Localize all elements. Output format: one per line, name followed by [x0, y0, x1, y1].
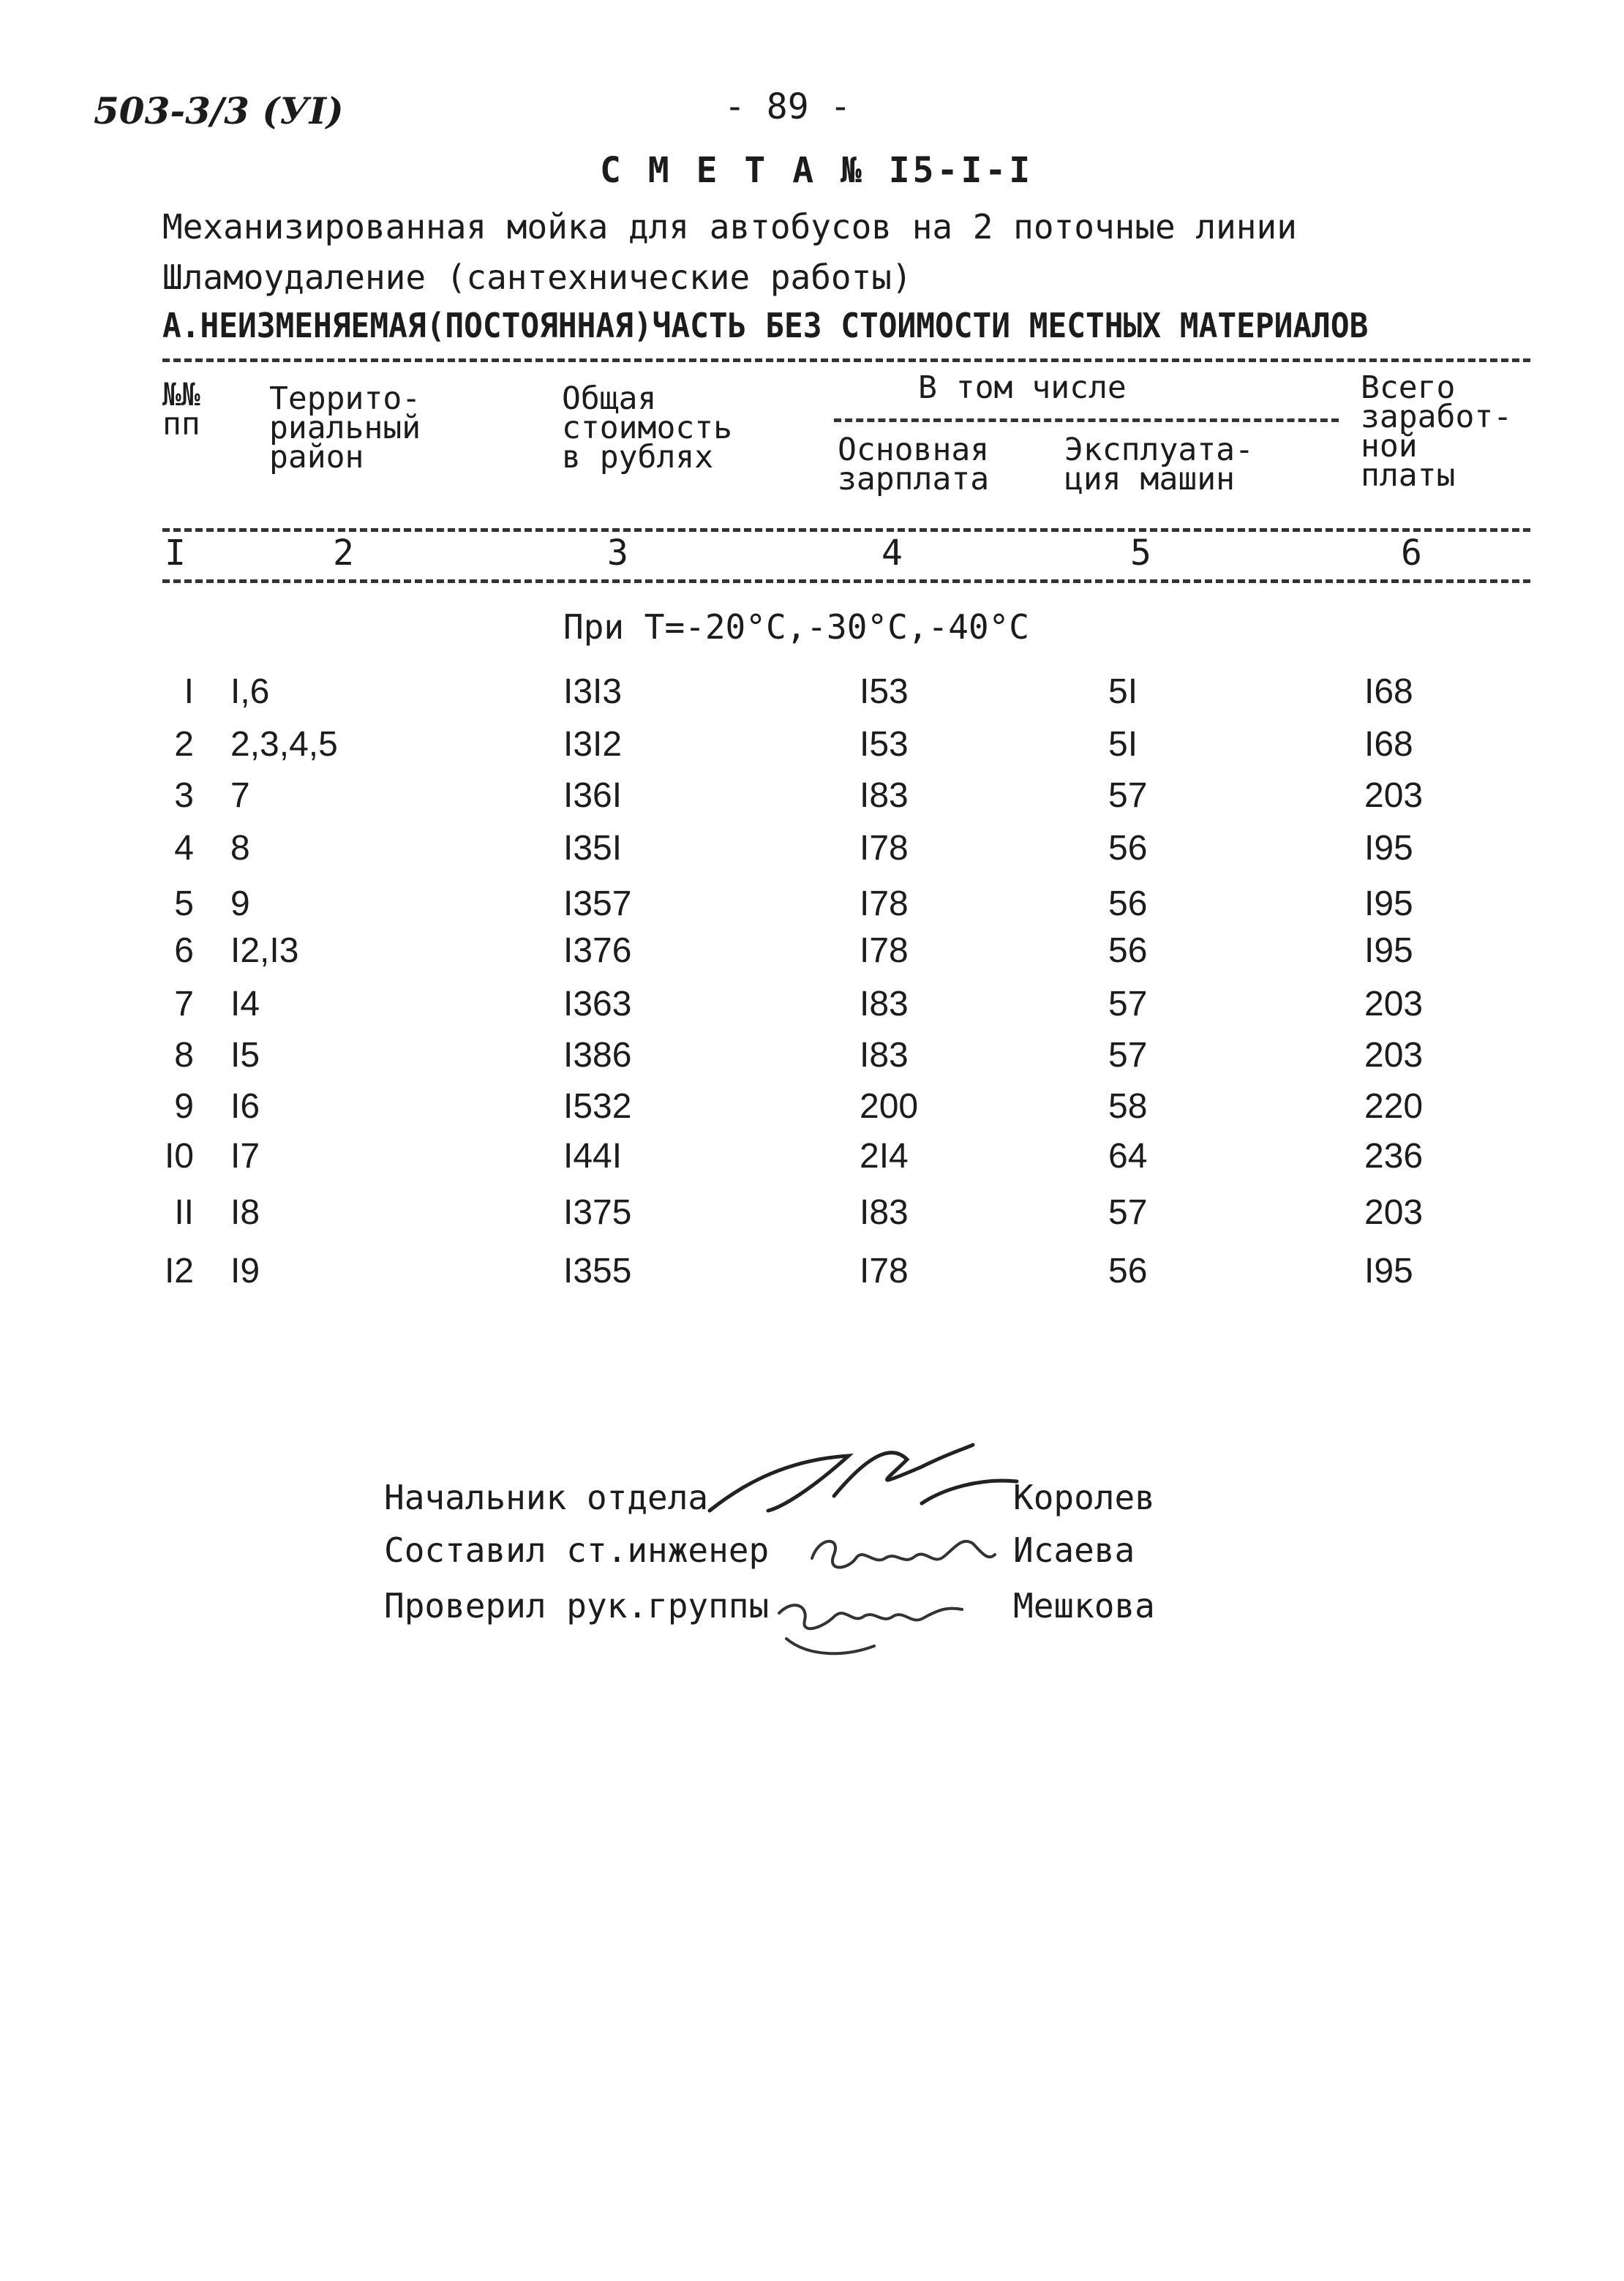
total-cost-cell: I376: [563, 931, 632, 970]
row-number: 9: [174, 1087, 194, 1126]
region-cell: 7: [230, 776, 250, 815]
machines-cell: 56: [1108, 1252, 1148, 1290]
page-number: - 89 -: [724, 86, 852, 127]
region-cell: I2,I3: [230, 931, 299, 970]
signature-name-group-lead: Мешкова: [1013, 1586, 1155, 1626]
wages-cell: 203: [1364, 1193, 1424, 1232]
salary-cell: I83: [860, 1036, 909, 1075]
machines-cell: 56: [1108, 884, 1148, 923]
region-cell: 2,3,4,5: [230, 725, 338, 764]
wages-cell: I95: [1364, 829, 1413, 868]
table-top-rule: [162, 358, 1530, 362]
wages-cell: 203: [1364, 776, 1424, 815]
section-heading: А.НЕИЗМЕНЯЕМАЯ(ПОСТОЯННАЯ)ЧАСТЬ БЕЗ СТОИМОСТИ МЕСТНЫХ МАТЕРИАЛОВ: [162, 306, 1369, 345]
header-row-number: №№ пп: [162, 377, 200, 443]
region-cell: I4: [230, 985, 260, 1023]
header-total-cost: Общая стоимость в рублях: [562, 380, 732, 476]
salary-cell: I78: [860, 829, 909, 868]
total-cost-cell: I375: [563, 1193, 632, 1232]
document-code: 503-3/3 (УI): [94, 89, 344, 132]
header-bottom-rule: [162, 528, 1530, 532]
wages-cell: 203: [1364, 1036, 1424, 1075]
wages-cell: I95: [1364, 884, 1413, 923]
salary-cell: I53: [860, 725, 909, 764]
region-cell: 9: [230, 884, 250, 923]
row-number: 7: [174, 985, 194, 1023]
salary-cell: I78: [860, 931, 909, 970]
row-number: 5: [174, 884, 194, 923]
signature-role-head: Начальник отдела: [384, 1478, 709, 1517]
handwritten-signature-engineer: [805, 1529, 1002, 1587]
total-cost-cell: I3I2: [563, 725, 623, 764]
machines-cell: 5I: [1108, 672, 1138, 711]
total-cost-cell: I355: [563, 1252, 632, 1290]
row-number: I0: [164, 1137, 194, 1176]
row-number: 3: [174, 776, 194, 815]
machines-cell: 58: [1108, 1087, 1148, 1126]
temperature-condition: При Т=-20°С,-30°С,-40°С: [563, 607, 1029, 647]
signature-role-engineer: Составил ст.инженер: [384, 1530, 770, 1570]
total-cost-cell: I357: [563, 884, 632, 923]
row-number: 8: [174, 1036, 194, 1075]
wages-cell: I68: [1364, 725, 1413, 764]
row-number: I2: [164, 1252, 194, 1290]
row-number: 6: [174, 931, 194, 970]
header-region: Террито- риальный район: [269, 380, 421, 476]
machines-cell: 56: [1108, 829, 1148, 868]
machines-cell: 57: [1108, 776, 1148, 815]
wages-cell: I95: [1364, 931, 1413, 970]
total-cost-cell: I36I: [563, 776, 623, 815]
handwritten-signature-group-lead: [764, 1584, 984, 1664]
machines-cell: 64: [1108, 1137, 1148, 1176]
header-machine-operation: Эксплуата- ция машин: [1064, 432, 1254, 497]
including-rule: [834, 418, 1339, 422]
column-number: 5: [1130, 533, 1151, 574]
salary-cell: I78: [860, 884, 909, 923]
salary-cell: I83: [860, 776, 909, 815]
salary-cell: 2I4: [860, 1137, 909, 1176]
salary-cell: I53: [860, 672, 909, 711]
machines-cell: 56: [1108, 931, 1148, 970]
total-cost-cell: I44I: [563, 1137, 623, 1176]
wages-cell: 220: [1364, 1087, 1424, 1126]
region-cell: I6: [230, 1087, 260, 1126]
row-number: I: [184, 672, 194, 711]
column-number: I: [165, 533, 186, 574]
salary-cell: 200: [860, 1087, 919, 1126]
header-total-wages: Всего заработ- ной платы: [1361, 369, 1513, 494]
signature-name-head: Королев: [1013, 1478, 1155, 1517]
signature-name-engineer: Исаева: [1013, 1530, 1135, 1570]
object-description: Механизированная мойка для автобусов на 2 поточные линии: [162, 207, 1297, 247]
machines-cell: 57: [1108, 985, 1148, 1023]
handwritten-signature-head: [702, 1438, 1024, 1525]
total-cost-cell: I532: [563, 1087, 632, 1126]
row-number: 4: [174, 829, 194, 868]
row-number: 2: [174, 725, 194, 764]
signature-role-group-lead: Проверил рук.группы: [384, 1586, 770, 1626]
total-cost-cell: I386: [563, 1036, 632, 1075]
column-number: 3: [607, 533, 628, 574]
region-cell: I9: [230, 1252, 260, 1290]
column-number: 6: [1401, 533, 1422, 574]
region-cell: I,6: [230, 672, 270, 711]
region-cell: I7: [230, 1137, 260, 1176]
region-cell: 8: [230, 829, 250, 868]
header-base-salary: Основная зарплата: [838, 432, 990, 497]
header-including: В том числе: [918, 369, 1127, 406]
machines-cell: 5I: [1108, 725, 1138, 764]
wages-cell: I95: [1364, 1252, 1413, 1290]
estimate-title: С М Е Т А № I5-I-I: [600, 150, 1034, 191]
wages-cell: I68: [1364, 672, 1413, 711]
wages-cell: 203: [1364, 985, 1424, 1023]
region-cell: I5: [230, 1036, 260, 1075]
region-cell: I8: [230, 1193, 260, 1232]
machines-cell: 57: [1108, 1193, 1148, 1232]
wages-cell: 236: [1364, 1137, 1424, 1176]
work-type: Шламоудаление (сантехнические работы): [162, 258, 912, 297]
machines-cell: 57: [1108, 1036, 1148, 1075]
column-number: 4: [881, 533, 903, 574]
total-cost-cell: I3I3: [563, 672, 623, 711]
salary-cell: I78: [860, 1252, 909, 1290]
total-cost-cell: I363: [563, 985, 632, 1023]
row-number: II: [174, 1193, 194, 1232]
total-cost-cell: I35I: [563, 829, 623, 868]
column-numbers-rule: [162, 579, 1530, 583]
column-number: 2: [333, 533, 354, 574]
salary-cell: I83: [860, 985, 909, 1023]
salary-cell: I83: [860, 1193, 909, 1232]
